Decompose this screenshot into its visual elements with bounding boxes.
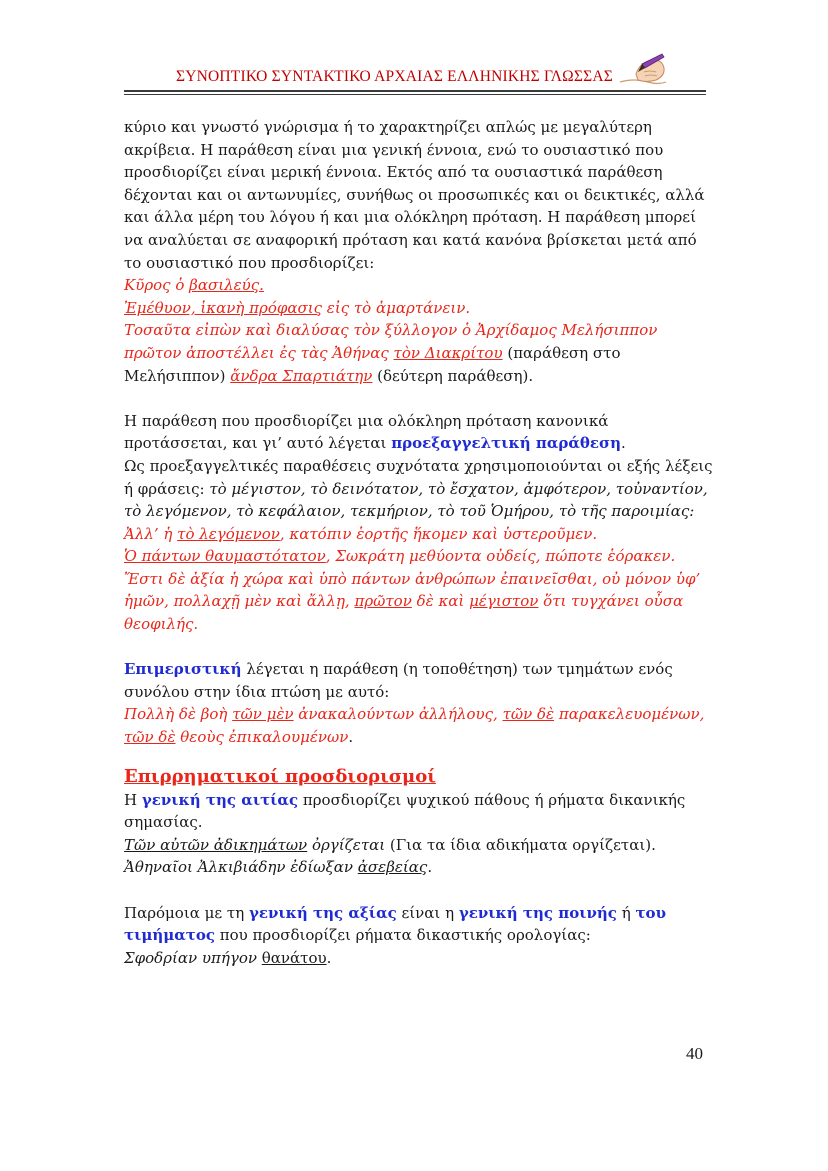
term-highlight: Επιμεριστική bbox=[124, 660, 242, 679]
example-adikimaton bbox=[124, 834, 714, 857]
paragraph-text: είναι η bbox=[396, 903, 459, 922]
spacer bbox=[124, 636, 714, 659]
example-underlined: ἀσεβείας bbox=[357, 858, 428, 877]
paragraph-text: κύριο και γνωστό γνώρισμα ή το χαρακτηρίζει απλώς με μεγαλύτερη ακρίβεια. Η παράθεση είναι μια γενική έννοια, ενώ το ουσιαστικό που προσδιορίζει είναι μερική έννοια. Εκτός από τα ουσιαστικά παράθεση δέχονται και οι αντωνυμίες, συνήθως οι προσωπικές και οι δεικτικές, αλλά και άλλα μέρη του λόγου ή και μια ολόκληρη πρόταση. Η παράθεση μπορεί να αναλύεται σε αναφορική πρόταση και κατά κανόνα βρίσκεται μετά από το ουσιαστικό που προσδιορίζει: bbox=[124, 118, 705, 272]
example-text: , κατόπιν ἑορτῆς ἥκομεν καὶ ὑστεροῦμεν. bbox=[279, 524, 598, 543]
example-athinaioi bbox=[124, 856, 714, 879]
example-note: (δεύτερη παράθεση). bbox=[372, 366, 534, 385]
paragraph-geniki-poinis bbox=[124, 902, 714, 947]
example-text: . bbox=[348, 728, 354, 747]
example-underlined: Ὁ πάντων θαυμαστότατον bbox=[124, 547, 326, 566]
example-text: , Σωκράτη μεθύοντα οὐδείς, πώποτε ἑόρακεν. bbox=[325, 547, 676, 566]
example-text: θεοὺς ἐπικαλουμένων bbox=[175, 728, 349, 747]
paragraph-text: προσδιορίζει ψυχικού πάθους ή ρήματα δικανικής σημασίας. bbox=[124, 790, 686, 832]
example-text: . bbox=[427, 858, 433, 877]
paragraph-epimeristiki bbox=[124, 658, 714, 703]
term-highlight: του τιμήματος bbox=[124, 903, 666, 945]
example-pollh bbox=[124, 703, 714, 748]
example-underlined: Ἐμέθυον, ἱκανὴ πρόφασις bbox=[124, 298, 323, 317]
term-highlight: γενική της αξίας bbox=[248, 903, 397, 922]
example-text: δὲ καὶ bbox=[411, 592, 470, 611]
pen-hand-icon bbox=[614, 52, 670, 92]
example-note: (Για τα ίδια αδικήματα οργίζεται). bbox=[385, 835, 656, 854]
example-underlined: θανάτου bbox=[261, 948, 327, 967]
example-tosauta bbox=[124, 319, 714, 387]
example-text: ἀνακαλούντων ἀλλήλους, bbox=[293, 705, 503, 724]
paragraph-text: . bbox=[621, 434, 626, 453]
example-underlined: ἄνδρα Σπαρτιάτην bbox=[230, 366, 373, 385]
example-underlined: μέγιστον bbox=[469, 592, 539, 611]
example-sfodrian bbox=[124, 947, 714, 970]
paragraph-text: Ως προεξαγγελτικές παραθέσεις συχνότατα χρησιμοποιούνται οι εξής λέξεις ή φράσεις: bbox=[124, 456, 713, 498]
example-text: . bbox=[326, 948, 332, 967]
example-underlined: τῶν δὲ bbox=[124, 728, 176, 747]
spacer bbox=[124, 879, 714, 902]
paragraph-text: ή bbox=[616, 903, 636, 922]
example-text: εἰς τὸ ἁμαρτάνειν. bbox=[322, 298, 471, 317]
paragraph-geniki-aitias bbox=[124, 789, 714, 834]
example-esti bbox=[124, 568, 714, 636]
paragraph-text: που προσδιορίζει ρήματα δικαστικής ορολογίας: bbox=[215, 926, 591, 945]
example-all bbox=[124, 523, 714, 546]
paragraph-text: Παρόμοια με τη bbox=[124, 903, 249, 922]
example-note: (παράθεση στο Μελήσιππον) bbox=[124, 343, 621, 385]
header-rule-thick bbox=[124, 90, 706, 92]
page-content bbox=[124, 116, 714, 969]
spacer bbox=[124, 387, 714, 410]
page-header bbox=[124, 58, 706, 94]
example-underlined: βασιλεύς. bbox=[189, 276, 264, 295]
paragraph-text: λέγεται η παράθεση (η τοποθέτηση) των τμημάτων ενός συνόλου στην ίδια πτώση με αυτό: bbox=[124, 660, 673, 701]
example-text: Πολλὴ δὲ βοὴ bbox=[124, 705, 233, 724]
example-underlined: τῶν δὲ bbox=[502, 705, 555, 724]
example-text: Τοσαῦτα εἰπὼν καὶ διαλύσας τὸν ξύλλογον ὁ Ἀρχίδαμος Μελήσιππον πρῶτον ἀποστέλλει ἐς τὰς Ἀθήνας bbox=[124, 321, 658, 362]
term-highlight: προεξαγγελτική παράθεση bbox=[391, 434, 622, 453]
paragraph-text: Η bbox=[124, 790, 142, 809]
example-text: ὀργίζεται bbox=[307, 835, 386, 854]
header-rule-thin bbox=[124, 94, 706, 95]
paragraph-text: Η παράθεση που προσδιορίζει μια ολόκληρη πρόταση κανονικά προτάσσεται, και γι’ αυτό λέγεται bbox=[124, 411, 609, 453]
paragraph-italic: τὸ μέγιστον, τὸ δεινότατον, τὸ ἔσχατον, ἀμφότερον, τοὐναντίον, τὸ λεγόμενον, τὸ κεφάλαιον, τεκμήριον, τὸ τοῦ Ὁμήρου, τὸ τῆς παροιμίας: bbox=[124, 479, 708, 521]
example-text: παρακελευομένων, bbox=[554, 705, 705, 724]
example-text: Σφοδρίαν υπήγον bbox=[124, 948, 262, 967]
header-title: ΣΥΝΟΠΤΙΚΟ ΣΥΝΤΑΚΤΙΚΟ ΑΡΧΑΙΑΣ ΕΛΛΗΝΙΚΗΣ ΓΛΩΣΣΑΣ bbox=[176, 68, 613, 85]
term-highlight: γενική της αιτίας bbox=[141, 790, 299, 809]
example-underlined: πρῶτον bbox=[354, 592, 412, 611]
example-text: ὅτι τυγχάνει οὖσα θεοφιλής. bbox=[124, 592, 684, 634]
example-underlined: τῶν μὲν bbox=[232, 705, 294, 724]
example-kyros bbox=[124, 274, 714, 297]
spacer bbox=[124, 749, 714, 765]
paragraph-lekseis bbox=[124, 455, 714, 523]
example-underlined: τὸ λεγόμενον bbox=[177, 524, 280, 543]
example-underlined: τὸν Διακρίτου bbox=[393, 343, 503, 362]
paragraph-proeksaggeltiki bbox=[124, 410, 714, 455]
paragraph-parathesi bbox=[124, 116, 714, 274]
example-underlined: Τῶν αὐτῶν ἀδικημάτων bbox=[124, 835, 308, 854]
example-emethyon bbox=[124, 297, 714, 320]
example-text: Ἔστι δὲ ἀξία ἡ χώρα καὶ ὑπὸ πάντων ἀνθρώπων ἐπαινεῖσθαι, οὐ μόνον ὑφ’ ἡμῶν, πολλαχῇ μὲν καὶ ἄλλῃ, bbox=[124, 569, 701, 611]
term-highlight: γενική της ποινής bbox=[458, 903, 617, 922]
page-number: 40 bbox=[686, 1044, 703, 1063]
example-panton bbox=[124, 545, 714, 568]
example-text: Ἀθηναῖοι Ἀλκιβιάδην ἐδίωξαν bbox=[124, 858, 358, 877]
example-text: Ἀλλ’ ἡ bbox=[124, 524, 178, 543]
example-text: Κῦρος ὁ bbox=[124, 276, 190, 295]
section-heading: Επιρρηματικοί προσδιορισμοί bbox=[124, 765, 436, 787]
